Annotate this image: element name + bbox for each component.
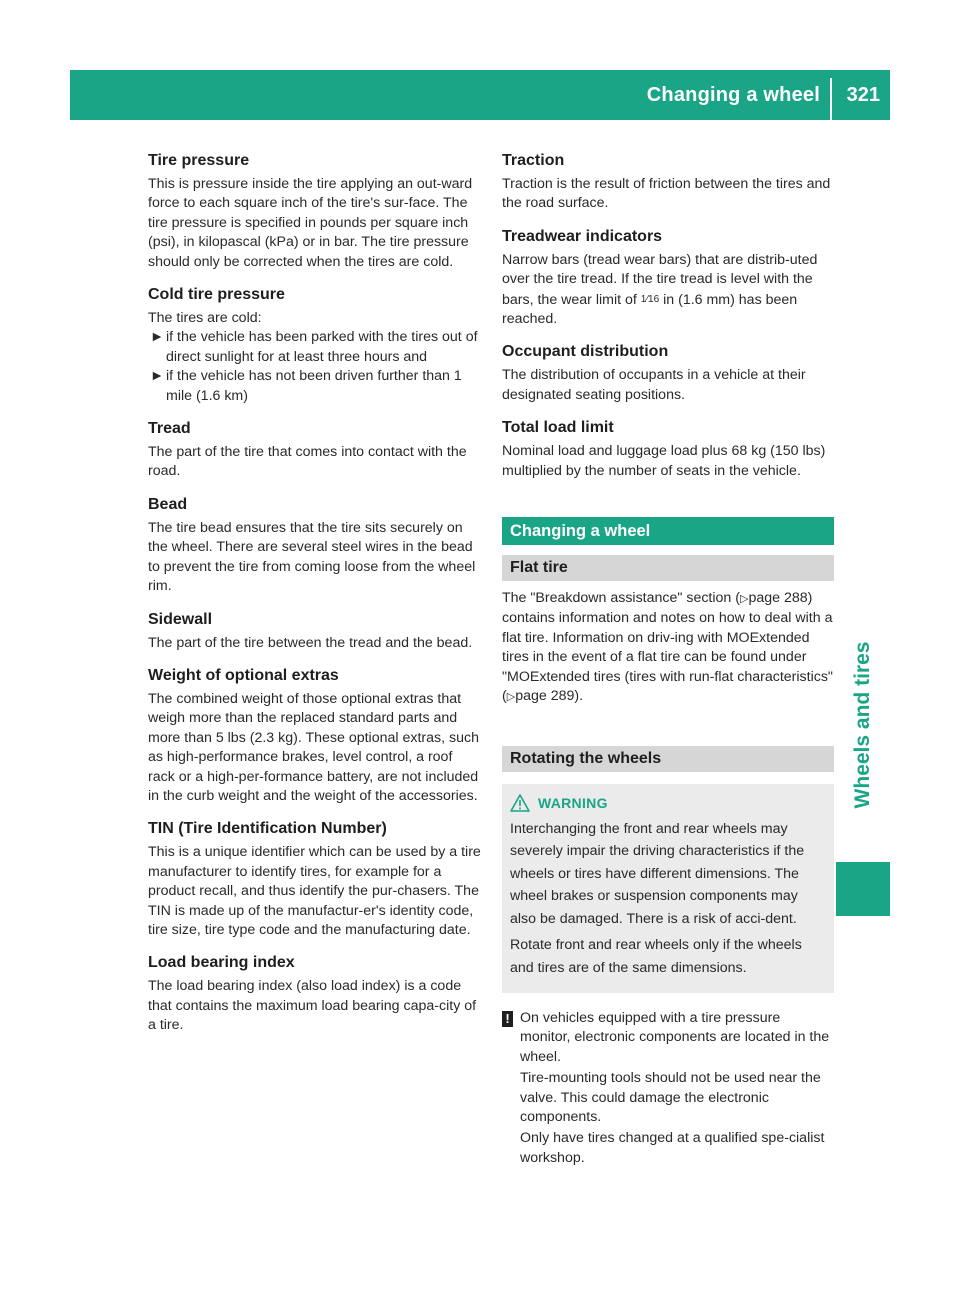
section-tire-pressure bbox=[148, 150, 482, 272]
section-sidewall bbox=[148, 609, 482, 653]
heading: Treadwear indicators bbox=[502, 227, 663, 245]
warning-triangle-icon bbox=[510, 794, 530, 812]
header-divider bbox=[830, 78, 832, 120]
paragraph: The tire bead ensures that the tire sits securely on the wheel. There are several steel wires in the bead to prevent the tire from coming loose from the wheel rim. bbox=[148, 519, 476, 595]
paragraph: The load bearing index (also load index) is a code that contains the maximum load bearing capa-city of a tire. bbox=[148, 978, 477, 1034]
page-ref-link[interactable]: page 288) contains information and notes on how to deal with a flat tire. Information on driv-ing with MOExtended tires in the event of a flat tire can be found under "MOExtended tires (tires with run-flat characteristics" ( bbox=[502, 590, 833, 705]
side-tab-label: Wheels and tires bbox=[851, 641, 874, 809]
section-occupant-distribution bbox=[502, 341, 834, 405]
section-tin bbox=[148, 818, 482, 940]
flat-tire-paragraph: The "Breakdown assistance" section (▷page 288) contains information and notes on how to deal with a flat tire. Information on driv-ing with MOExtended tires in the event of a flat tire can be found under "MOExtended tires (tires with run-flat characteristics" (▷page 289). bbox=[502, 590, 833, 705]
page-ref-link[interactable]: page 289). bbox=[515, 688, 584, 705]
heading: Load bearing index bbox=[148, 954, 295, 972]
page-header bbox=[70, 70, 890, 120]
section-band-changing-wheel bbox=[502, 517, 834, 545]
notice-text: Tire-mounting tools should not be used near the valve. This could damage the electronic components. bbox=[520, 1070, 821, 1126]
section-treadwear-indicators bbox=[502, 226, 834, 330]
list-item: ► if the vehicle has been parked with the tires out of direct sunlight for at least three hours and bbox=[150, 329, 478, 365]
paragraph: The tires are cold: bbox=[148, 310, 262, 327]
paragraph: Narrow bars (tread wear bars) that are distrib-uted over the tire tread. If the tire tread is level with the bars, the wear limit of 1⁄16 in (1.6 mm) has been reached. bbox=[502, 251, 818, 328]
notice-text: Only have tires changed at a qualified spe-cialist workshop. bbox=[520, 1130, 825, 1166]
section-load-bearing-index bbox=[148, 952, 482, 1035]
section-bead bbox=[148, 494, 482, 597]
paragraph: Nominal load and luggage load plus 68 kg (150 lbs) multiplied by the number of seats in the vehicle. bbox=[502, 443, 826, 479]
page-number: 321 bbox=[846, 84, 880, 106]
list-item: ► if the vehicle has not been driven further than 1 mile (1.6 km) bbox=[150, 368, 462, 404]
fraction: 1⁄16 bbox=[640, 293, 660, 305]
paragraph: The part of the tire between the tread and the bead. bbox=[148, 634, 473, 651]
notice-block bbox=[502, 1009, 834, 1168]
chapter-title: Changing a wheel bbox=[646, 84, 820, 106]
section-tread bbox=[148, 418, 482, 482]
heading: Total load limit bbox=[502, 419, 614, 437]
notice-text: On vehicles equipped with a tire pressure monitor, electronic components are located in the wheel. bbox=[520, 1010, 830, 1065]
heading: Weight of optional extras bbox=[148, 666, 339, 684]
right-column bbox=[502, 150, 834, 1170]
heading: Occupant distribution bbox=[502, 343, 669, 361]
side-section-tab bbox=[836, 640, 890, 810]
warning-box bbox=[502, 784, 834, 994]
band-title: Rotating the wheels bbox=[510, 749, 662, 767]
paragraph: This is pressure inside the tire applying an out-ward force to each square inch of the tire's sur-face. The tire pressure is specified in pounds per square inch (psi), in kilopascal (kPa) or in bar. The tire pressure should only be corrected when the tires are cold. bbox=[148, 176, 473, 270]
page-ref-arrow-icon: ▷ bbox=[506, 691, 516, 704]
warning-text: Rotate front and rear wheels only if the wheels and tires are of the same dimensions. bbox=[510, 937, 802, 976]
page-ref-arrow-icon: ▷ bbox=[739, 593, 749, 606]
bullet-list bbox=[148, 328, 482, 406]
bullet-icon: ► bbox=[150, 329, 165, 346]
paragraph: The distribution of occupants in a vehicle at their designated seating positions. bbox=[502, 367, 806, 403]
subsection-band-flat-tire bbox=[502, 555, 834, 581]
section-traction bbox=[502, 150, 834, 214]
paragraph: This is a unique identifier which can be used by a tire manufacturer to identify tires, for example for a product recall, and thus identify the pur-chasers. The TIN is made up of the manufactur-er's identity code, tire size, tire type code and the manufacturing date. bbox=[148, 844, 481, 938]
paragraph: The combined weight of those optional extras that weigh more than the replaced standard parts and more than 5 lbs (2.3 kg). These optional extras, such as high-performance brakes, level control, a roof rack or a high-per-formance battery, are not included in the curb weight and the weight of the accessories. bbox=[148, 690, 479, 804]
side-tab-marker bbox=[836, 862, 890, 916]
bullet-icon: ► bbox=[150, 368, 165, 385]
band-title: Changing a wheel bbox=[510, 522, 651, 541]
heading: Tire pressure bbox=[148, 152, 250, 169]
heading: Cold tire pressure bbox=[148, 286, 285, 304]
section-cold-tire-pressure bbox=[148, 284, 482, 406]
section-total-load-limit bbox=[502, 417, 834, 481]
heading: Bead bbox=[148, 495, 188, 513]
paragraph: The part of the tire that comes into contact with the road. bbox=[148, 444, 467, 480]
exclamation-icon: ! bbox=[502, 1011, 513, 1027]
subsection-band-rotating-wheels bbox=[502, 746, 834, 772]
section-weight-optional-extras bbox=[148, 665, 482, 806]
warning-header bbox=[510, 794, 826, 812]
heading: Traction bbox=[502, 152, 565, 169]
heading: TIN (Tire Identification Number) bbox=[148, 820, 387, 838]
warning-title: WARNING bbox=[538, 794, 608, 811]
paragraph: Traction is the result of friction between the tires and the road surface. bbox=[502, 176, 831, 212]
band-title: Flat tire bbox=[510, 559, 568, 577]
warning-text: Interchanging the front and rear wheels may severely impair the driving characteristics if the wheels or tires have different dimensions. The wheel brakes or suspension components may also be damaged. There is a risk of acci-dent. bbox=[510, 820, 805, 927]
left-column bbox=[148, 150, 482, 1048]
heading: Sidewall bbox=[148, 610, 213, 628]
heading: Tread bbox=[148, 420, 191, 438]
